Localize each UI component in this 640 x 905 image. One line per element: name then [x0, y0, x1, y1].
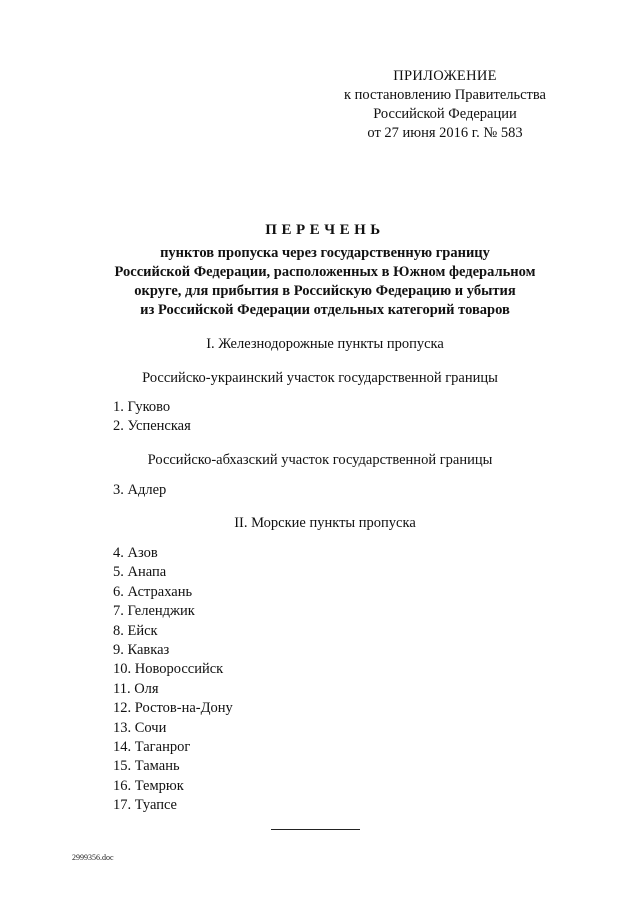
list-item: 2. Успенская	[113, 418, 191, 435]
abk-border-subtitle: Российско-абхазский участок государственной границы	[147, 452, 493, 468]
list-item: 12. Ростов-на-Дону	[113, 700, 233, 717]
sea-section-title: II. Морские пункты пропуска	[234, 515, 416, 531]
list-item: 6. Астрахань	[113, 583, 193, 600]
document-heading: ПЕРЕЧЕНЬ	[265, 222, 385, 238]
list-item: 14. Таганрог	[113, 739, 191, 756]
list-item: 10. Новороссийск	[113, 661, 224, 678]
rail-section-title: I. Железнодорожные пункты пропуска	[206, 336, 444, 352]
subheading-line-2: Российской Федерации, расположенных в Южном федеральном	[114, 264, 536, 280]
list-item: 16. Темрюк	[113, 777, 184, 794]
subheading-line-3: округе, для прибытия в Российскую Федерацию и убытия	[134, 283, 516, 299]
appendix-line-1: к постановлению Правительства	[344, 87, 546, 103]
list-item: 13. Сочи	[113, 719, 167, 736]
list-item: 8. Ейск	[113, 622, 158, 639]
ua-checkpoint-list	[113, 398, 191, 437]
document-subheading	[80, 244, 570, 320]
appendix-line-2: Российской Федерации	[373, 106, 517, 122]
ua-border-subtitle: Российско-украинский участок государственной границы	[142, 370, 498, 386]
subheading-line-4: из Российской Федерации отдельных категорий товаров	[140, 302, 510, 318]
list-item: 17. Туапсе	[113, 797, 177, 814]
subheading-line-1: пунктов пропуска через государственную границу	[160, 245, 490, 261]
list-item: 15. Тамань	[113, 758, 180, 775]
list-item: 5. Анапа	[113, 564, 167, 581]
list-item: 11. Оля	[113, 680, 159, 697]
list-item: 9. Кавказ	[113, 642, 170, 659]
list-item: 7. Геленджик	[113, 603, 195, 620]
appendix-block	[330, 67, 560, 143]
sea-checkpoint-list	[113, 544, 233, 816]
list-item: 1. Гуково	[113, 399, 171, 415]
list-item: 4. Азов	[113, 545, 158, 561]
document-file-code: 2999356.doc	[72, 853, 114, 862]
closing-divider	[271, 829, 360, 830]
list-item: 3. Адлер	[113, 482, 167, 498]
appendix-line-3: от 27 июня 2016 г. № 583	[367, 125, 523, 141]
abk-checkpoint-list	[113, 481, 166, 500]
appendix-title: ПРИЛОЖЕНИЕ	[393, 68, 497, 84]
